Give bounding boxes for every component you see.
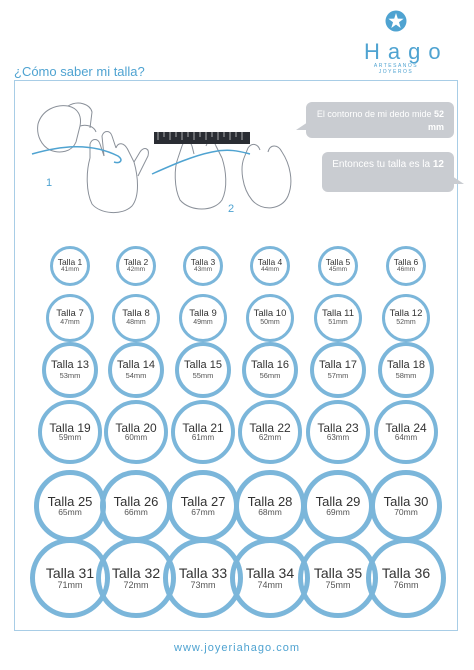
ring-size-mm: 51mm: [328, 319, 348, 327]
bubble-highlight: 12: [432, 159, 444, 170]
ring-size-mm: 75mm: [325, 579, 351, 590]
ring-size-label: Talla 17: [319, 359, 357, 372]
ring-size: [310, 342, 366, 398]
ring-size-label: Talla 10: [253, 308, 287, 320]
ring-size-label: Talla 14: [117, 359, 155, 372]
ring-size: [175, 342, 231, 398]
ring-size: [167, 470, 239, 542]
ring-size-label: Talla 4: [257, 257, 283, 268]
ring-size: [370, 470, 442, 542]
ring-size: [318, 246, 358, 286]
ring-size: [171, 400, 235, 464]
ring-size: [100, 470, 172, 542]
ring-size-mm: 42mm: [126, 266, 146, 274]
ring-size-mm: 50mm: [260, 319, 280, 327]
ring-size-label: Talla 18: [387, 359, 425, 372]
ring-size-label: Talla 28: [247, 493, 293, 509]
ring-size-mm: 66mm: [124, 507, 148, 518]
ring-size-mm: 64mm: [394, 433, 418, 443]
ring-size-mm: 53mm: [59, 370, 81, 380]
ring-size-mm: 43mm: [193, 266, 213, 274]
ring-size-mm: 58mm: [395, 370, 417, 380]
ring-size-label: Talla 21: [182, 420, 224, 435]
ring-size-mm: 59mm: [58, 433, 82, 443]
step-1-label: 1: [46, 177, 53, 189]
ring-size-label: Talla 31: [45, 564, 95, 581]
ring-size: [250, 246, 290, 286]
ring-size-mm: 72mm: [123, 579, 149, 590]
ring-size-mm: 60mm: [124, 433, 148, 443]
ring-size-label: Talla 19: [49, 420, 91, 435]
page-title: ¿Cómo saber mi talla?: [14, 64, 145, 79]
ring-size-label: Talla 8: [122, 308, 150, 320]
hand-measuring-illustration: [20, 96, 300, 221]
ring-size: [378, 342, 434, 398]
ring-size-label: Talla 2: [123, 257, 149, 268]
ring-size: [246, 294, 294, 342]
ring-size: [306, 400, 370, 464]
ring-size-mm: 68mm: [258, 507, 282, 518]
ring-size-label: Talla 20: [115, 420, 157, 435]
brand-header: [356, 10, 449, 75]
ring-size-label: Talla 23: [317, 420, 359, 435]
ring-size-label: Talla 36: [381, 564, 431, 581]
ring-size-mm: 71mm: [57, 579, 83, 590]
step-2-label: 2: [228, 203, 235, 215]
ring-size-label: Talla 33: [178, 564, 228, 581]
bubble-highlight: 52 mm: [427, 109, 444, 132]
ring-size: [183, 246, 223, 286]
bubble-text: El contorno de mi dedo mide: [316, 109, 434, 119]
ring-size-mm: 73mm: [190, 579, 216, 590]
ring-size-mm: 76mm: [393, 579, 419, 590]
ring-size-mm: 69mm: [326, 507, 350, 518]
ring-size-mm: 52mm: [396, 319, 416, 327]
ring-size-label: Talla 26: [113, 493, 159, 509]
ring-size-mm: 41mm: [60, 266, 80, 274]
ring-size: [38, 400, 102, 464]
speech-bubble-measure: [306, 102, 454, 138]
ring-size-label: Talla 13: [51, 359, 89, 372]
ring-size-mm: 46mm: [396, 266, 416, 274]
ring-size-mm: 49mm: [193, 319, 213, 327]
ring-size-label: Talla 25: [47, 493, 93, 509]
ring-size: [116, 246, 156, 286]
ring-size-label: Talla 5: [325, 257, 351, 268]
ring-size: [302, 470, 374, 542]
brand-name: Hago: [364, 39, 449, 64]
ring-size-mm: 63mm: [326, 433, 350, 443]
ring-size-mm: 74mm: [257, 579, 283, 590]
ring-size-label: Talla 15: [184, 359, 222, 372]
ring-size-label: Talla 9: [189, 308, 217, 320]
website-link[interactable]: www.joyeriahago.com: [174, 642, 300, 654]
ring-size-mm: 47mm: [60, 319, 80, 327]
ring-size-mm: 56mm: [259, 370, 281, 380]
ring-size-label: Talla 29: [315, 493, 361, 509]
ring-size: [42, 342, 98, 398]
ring-size-label: Talla 35: [313, 564, 363, 581]
ring-size-mm: 55mm: [192, 370, 214, 380]
ring-size: [382, 294, 430, 342]
ring-size-label: Talla 16: [251, 359, 289, 372]
ring-size-label: Talla 12: [389, 308, 423, 320]
ring-size: [104, 400, 168, 464]
ring-size-label: Talla 1: [57, 257, 83, 268]
starfish-logo-icon: [385, 10, 407, 32]
ring-size-mm: 48mm: [126, 319, 146, 327]
ring-size-label: Talla 7: [56, 308, 84, 320]
ruler-icon: [154, 132, 250, 144]
ring-size-mm: 70mm: [394, 507, 418, 518]
ring-size-mm: 65mm: [58, 507, 82, 518]
ring-size: [50, 246, 90, 286]
ring-size-mm: 44mm: [260, 266, 280, 274]
ring-size: [46, 294, 94, 342]
ring-size: [242, 342, 298, 398]
brand-tagline: ARTESANOS JOYEROS: [373, 63, 419, 75]
ring-size-label: Talla 22: [249, 420, 291, 435]
ring-size: [386, 246, 426, 286]
ring-size: [366, 538, 446, 618]
ring-size-label: Talla 3: [190, 257, 216, 268]
ring-size-label: Talla 6: [393, 257, 419, 268]
ring-size: [108, 342, 164, 398]
ring-size: [374, 400, 438, 464]
ring-size-mm: 45mm: [328, 266, 348, 274]
ring-size-label: Talla 34: [245, 564, 295, 581]
ring-size: [314, 294, 362, 342]
ring-size-label: Talla 24: [385, 420, 427, 435]
speech-bubble-size: [322, 152, 454, 192]
ring-size-label: Talla 30: [383, 493, 429, 509]
ring-size: [238, 400, 302, 464]
ring-size-mm: 54mm: [125, 370, 147, 380]
bubble-text: Entonces tu talla es la: [332, 159, 433, 170]
ring-size-mm: 67mm: [191, 507, 215, 518]
ring-size-mm: 62mm: [258, 433, 282, 443]
ring-size-label: Talla 32: [111, 564, 161, 581]
ring-size-mm: 57mm: [327, 370, 349, 380]
ring-size-label: Talla 11: [321, 308, 355, 320]
ring-size-label: Talla 27: [180, 493, 226, 509]
ring-size: [112, 294, 160, 342]
ring-size-mm: 61mm: [191, 433, 215, 443]
ring-size: [179, 294, 227, 342]
ring-size: [234, 470, 306, 542]
ring-size: [34, 470, 106, 542]
